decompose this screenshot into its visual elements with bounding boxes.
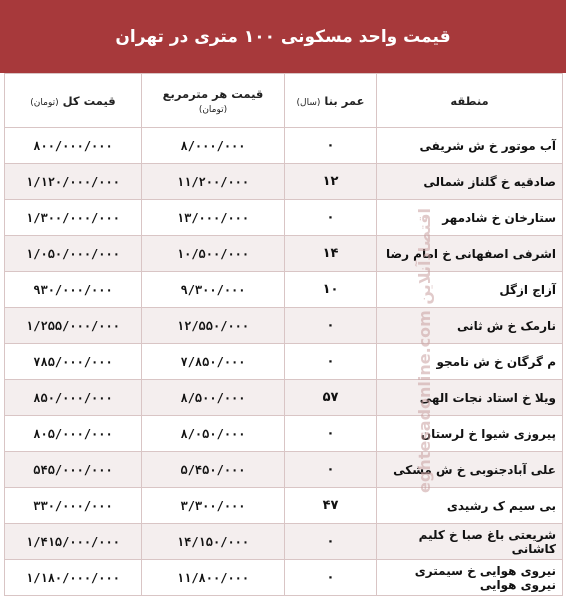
age-cell: ۰: [285, 200, 377, 236]
table-header: [5, 74, 563, 128]
age-cell: ۰: [285, 560, 377, 596]
price-per-meter-cell: ۸/۵۰۰/۰۰۰: [142, 380, 285, 416]
total-price-cell: ۸۰۰/۰۰۰/۰۰۰: [5, 128, 142, 164]
price-per-meter-cell: ۷/۸۵۰/۰۰۰: [142, 344, 285, 380]
table-row: [5, 488, 563, 524]
table-row: [5, 344, 563, 380]
region-cell: ویلا خ استاد نجات الهی: [377, 380, 563, 416]
table-row: [5, 128, 563, 164]
region-cell: صادقیه خ گلناز شمالی: [377, 164, 563, 200]
region-cell: ستارخان خ شادمهر: [377, 200, 563, 236]
age-cell: ۱۲: [285, 164, 377, 200]
table-row: [5, 236, 563, 272]
price-per-meter-cell: ۱۱/۲۰۰/۰۰۰: [142, 164, 285, 200]
table-row: [5, 380, 563, 416]
total-price-cell: ۸۰۵/۰۰۰/۰۰۰: [5, 416, 142, 452]
watermark: eghtesadonline.com اقتصادآنلاین: [414, 207, 434, 493]
table-row: [5, 560, 563, 596]
age-cell: ۱۰: [285, 272, 377, 308]
region-cell: اشرفی اصفهانی خ امام رضا: [377, 236, 563, 272]
region-cell: بی سیم ک رشیدی: [377, 488, 563, 524]
price-per-meter-cell: ۵/۴۵۰/۰۰۰: [142, 452, 285, 488]
region-cell: م گرگان خ ش نامجو: [377, 344, 563, 380]
table-body: [5, 128, 563, 596]
total-price-cell: ۵۴۵/۰۰۰/۰۰۰: [5, 452, 142, 488]
price-per-meter-cell: ۱۰/۵۰۰/۰۰۰: [142, 236, 285, 272]
total-price-cell: ۱/۱۲۰/۰۰۰/۰۰۰: [5, 164, 142, 200]
total-price-cell: ۱/۱۸۰/۰۰۰/۰۰۰: [5, 560, 142, 596]
price-per-meter-cell: ۱۱/۸۰۰/۰۰۰: [142, 560, 285, 596]
region-cell: آب موتور خ ش شریفی: [377, 128, 563, 164]
price-per-meter-cell: ۳/۳۰۰/۰۰۰: [142, 488, 285, 524]
total-price-cell: ۱/۲۵۵/۰۰۰/۰۰۰: [5, 308, 142, 344]
age-cell: ۴۷: [285, 488, 377, 524]
age-cell: ۵۷: [285, 380, 377, 416]
table-row: [5, 308, 563, 344]
table-row: [5, 272, 563, 308]
table-row: [5, 164, 563, 200]
table-row: [5, 524, 563, 560]
header-region: منطقه: [377, 74, 563, 128]
region-cell: شریعتی باغ صبا خ کلیم کاشانی: [377, 524, 563, 560]
price-per-meter-cell: ۱۲/۵۵۰/۰۰۰: [142, 308, 285, 344]
region-cell: پیروزی شیوا خ لرستان: [377, 416, 563, 452]
total-price-cell: ۳۳۰/۰۰۰/۰۰۰: [5, 488, 142, 524]
total-price-cell: ۸۵۰/۰۰۰/۰۰۰: [5, 380, 142, 416]
price-per-meter-cell: ۹/۳۰۰/۰۰۰: [142, 272, 285, 308]
age-cell: ۱۴: [285, 236, 377, 272]
table-title: قیمت واحد مسکونی ۱۰۰ متری در تهران: [115, 26, 451, 47]
header-total-price: قیمت کل (تومان): [5, 74, 142, 128]
region-cell: علی آبادجنوبی خ ش مشکی: [377, 452, 563, 488]
total-price-cell: ۷۸۵/۰۰۰/۰۰۰: [5, 344, 142, 380]
header-age: عمر بنا (سال): [285, 74, 377, 128]
age-cell: ۰: [285, 524, 377, 560]
region-cell: نیروی هوایی خ سیمتری نیروی هوایی: [377, 560, 563, 596]
title-bar: [0, 0, 566, 73]
header-price-per-meter: قیمت هر مترمربع (تومان): [142, 74, 285, 128]
price-per-meter-cell: ۱۴/۱۵۰/۰۰۰: [142, 524, 285, 560]
total-price-cell: ۹۳۰/۰۰۰/۰۰۰: [5, 272, 142, 308]
table-row: [5, 200, 563, 236]
region-cell: آزاج ازگل: [377, 272, 563, 308]
total-price-cell: ۱/۳۰۰/۰۰۰/۰۰۰: [5, 200, 142, 236]
table-row: [5, 452, 563, 488]
price-table: [4, 73, 563, 596]
price-per-meter-cell: ۸/۰۵۰/۰۰۰: [142, 416, 285, 452]
age-cell: ۰: [285, 308, 377, 344]
age-cell: ۰: [285, 344, 377, 380]
age-cell: ۰: [285, 452, 377, 488]
price-per-meter-cell: ۱۳/۰۰۰/۰۰۰: [142, 200, 285, 236]
total-price-cell: ۱/۰۵۰/۰۰۰/۰۰۰: [5, 236, 142, 272]
total-price-cell: ۱/۴۱۵/۰۰۰/۰۰۰: [5, 524, 142, 560]
region-cell: نارمک خ ش ثانی: [377, 308, 563, 344]
table-row: [5, 416, 563, 452]
age-cell: ۰: [285, 128, 377, 164]
age-cell: ۰: [285, 416, 377, 452]
price-per-meter-cell: ۸/۰۰۰/۰۰۰: [142, 128, 285, 164]
